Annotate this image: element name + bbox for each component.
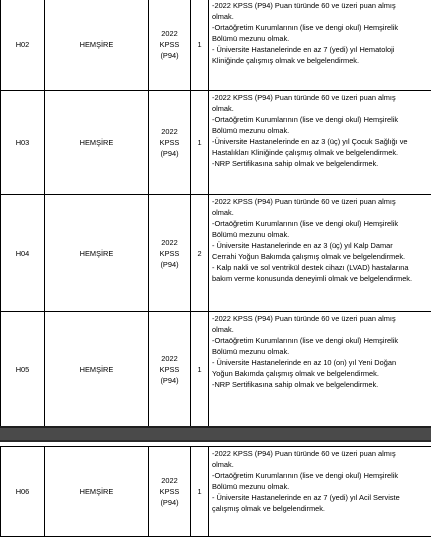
requirement-line: -NRP Sertifikasına sahip olmak ve belgelendirmek. xyxy=(212,159,379,168)
position-title: HEMŞİRE xyxy=(45,195,149,312)
requirements-cell xyxy=(209,447,431,537)
requirement-line: -NRP Sertifikasına sahip olmak ve belgelendirmek. xyxy=(212,380,379,389)
requirement-line: Bölümü mezunu olmak. xyxy=(212,230,290,239)
exam-line: (P94) xyxy=(160,51,179,60)
requirement-line: Yoğun Bakımda çalışmış olmak ve belgelendirmek. xyxy=(212,369,379,378)
requirement-line: -2022 KPSS (P94) Puan türünde 60 ve üzeri puan almış xyxy=(212,314,396,323)
requirement-line: -Üniversite Hastanelerinde en az 3 (üç) yıl Çocuk Sağlığı ve xyxy=(212,137,408,146)
position-quantity: 2 xyxy=(191,195,209,312)
requirement-line: - Üniversite Hastanelerinde en az 3 (üç) yıl Kalp Damar xyxy=(212,241,393,250)
position-quantity: 1 xyxy=(191,312,209,427)
requirement-line: olmak. xyxy=(212,104,234,113)
requirements-cell xyxy=(209,0,431,91)
requirement-line: -Ortaöğretim Kurumlarının (lise ve dengi okul) Hemşirelik xyxy=(212,219,399,228)
requirement-line: -Ortaöğretim Kurumlarının (lise ve dengi okul) Hemşirelik xyxy=(212,336,399,345)
exam-line: 2022 xyxy=(161,237,178,247)
positions-table-bottom xyxy=(0,446,431,537)
exam-line: KPSS xyxy=(159,248,180,258)
requirement-line: Bölümü mezunu olmak. xyxy=(212,482,290,491)
exam-type xyxy=(149,195,191,312)
requirement-line: olmak. xyxy=(212,325,234,334)
position-code: H02 xyxy=(1,0,45,91)
requirement-line: -2022 KPSS (P94) Puan türünde 60 ve üzeri puan almış xyxy=(212,1,396,10)
requirement-line: olmak. xyxy=(212,460,234,469)
requirement-line: - Kalp nakli ve sol ventrikül destek cihazı (LVAD) hastalarına xyxy=(212,263,409,272)
position-title: HEMŞİRE xyxy=(45,91,149,195)
position-title: HEMŞİRE xyxy=(45,447,149,537)
exam-line: (P94) xyxy=(160,149,179,158)
exam-line: KPSS xyxy=(159,40,180,49)
requirement-line: -Ortaöğretim Kurumlarının (lise ve dengi okul) Hemşirelik xyxy=(212,23,399,32)
requirement-line: olmak. xyxy=(212,208,234,217)
position-quantity: 1 xyxy=(191,0,209,91)
requirement-line: çalışmış olmak ve belgelendirmek. xyxy=(212,504,325,513)
requirement-line: Bölümü mezunu olmak. xyxy=(212,126,290,135)
requirement-line: - Üniversite Hastanelerinde en az 10 (on) yıl Yeni Doğan xyxy=(212,358,397,367)
exam-line: (P94) xyxy=(160,498,179,507)
exam-type xyxy=(149,312,191,427)
requirement-line: Hastalıkları Kliniğinde çalışmış olmak ve belgelendirmek. xyxy=(212,148,399,157)
requirement-line: bakım verme konusunda deneyimli olmak ve belgelendirmek. xyxy=(212,274,413,283)
exam-type xyxy=(149,0,191,91)
requirements-cell xyxy=(209,195,431,312)
position-code: H04 xyxy=(1,195,45,312)
requirement-line: Cerrahi Yoğun Bakımda çalışmış olmak ve belgelendirmek. xyxy=(212,252,406,261)
requirement-line: Bölümü mezunu olmak. xyxy=(212,347,290,356)
exam-type xyxy=(149,447,191,537)
position-title: HEMŞİRE xyxy=(45,312,149,427)
table-row xyxy=(1,312,431,427)
exam-line: KPSS xyxy=(159,364,180,374)
table-row xyxy=(1,0,431,91)
exam-line: KPSS xyxy=(159,138,180,147)
position-code: H05 xyxy=(1,312,45,427)
requirement-line: -Ortaöğretim Kurumlarının (lise ve dengi okul) Hemşirelik xyxy=(212,471,399,480)
requirements-cell xyxy=(209,91,431,195)
requirement-line: -2022 KPSS (P94) Puan türünde 60 ve üzeri puan almış xyxy=(212,93,396,102)
exam-line: (P94) xyxy=(160,375,179,385)
exam-line: KPSS xyxy=(159,487,180,496)
requirement-line: olmak. xyxy=(212,12,234,21)
requirement-line: - Üniversite Hastanelerinde en az 7 (yedi) yıl Hematoloji xyxy=(212,45,395,54)
requirement-line: -Ortaöğretim Kurumlarının (lise ve dengi okul) Hemşirelik xyxy=(212,115,399,124)
requirement-line: Kliniğinde çalışmış olmak ve belgelendirmek. xyxy=(212,56,360,65)
exam-line: 2022 xyxy=(161,353,178,363)
page-break-bar xyxy=(0,426,431,442)
exam-line: 2022 xyxy=(161,476,178,485)
table-row xyxy=(1,447,431,537)
requirements-cell xyxy=(209,312,431,427)
requirement-line: - Üniversite Hastanelerinde en az 7 (yedi) yıl Acil Serviste xyxy=(212,493,400,502)
position-code: H03 xyxy=(1,91,45,195)
requirement-line: -2022 KPSS (P94) Puan türünde 60 ve üzeri puan almış xyxy=(212,449,396,458)
exam-line: (P94) xyxy=(160,259,179,269)
table-row xyxy=(1,91,431,195)
position-title: HEMŞİRE xyxy=(45,0,149,91)
requirement-line: Bölümü mezunu olmak. xyxy=(212,34,290,43)
table-row xyxy=(1,195,431,312)
requirement-line: -2022 KPSS (P94) Puan türünde 60 ve üzeri puan almış xyxy=(212,197,396,206)
position-quantity: 1 xyxy=(191,447,209,537)
position-code: H06 xyxy=(1,447,45,537)
exam-line: 2022 xyxy=(161,29,178,38)
position-quantity: 1 xyxy=(191,91,209,195)
exam-line: 2022 xyxy=(161,127,178,136)
exam-type xyxy=(149,91,191,195)
